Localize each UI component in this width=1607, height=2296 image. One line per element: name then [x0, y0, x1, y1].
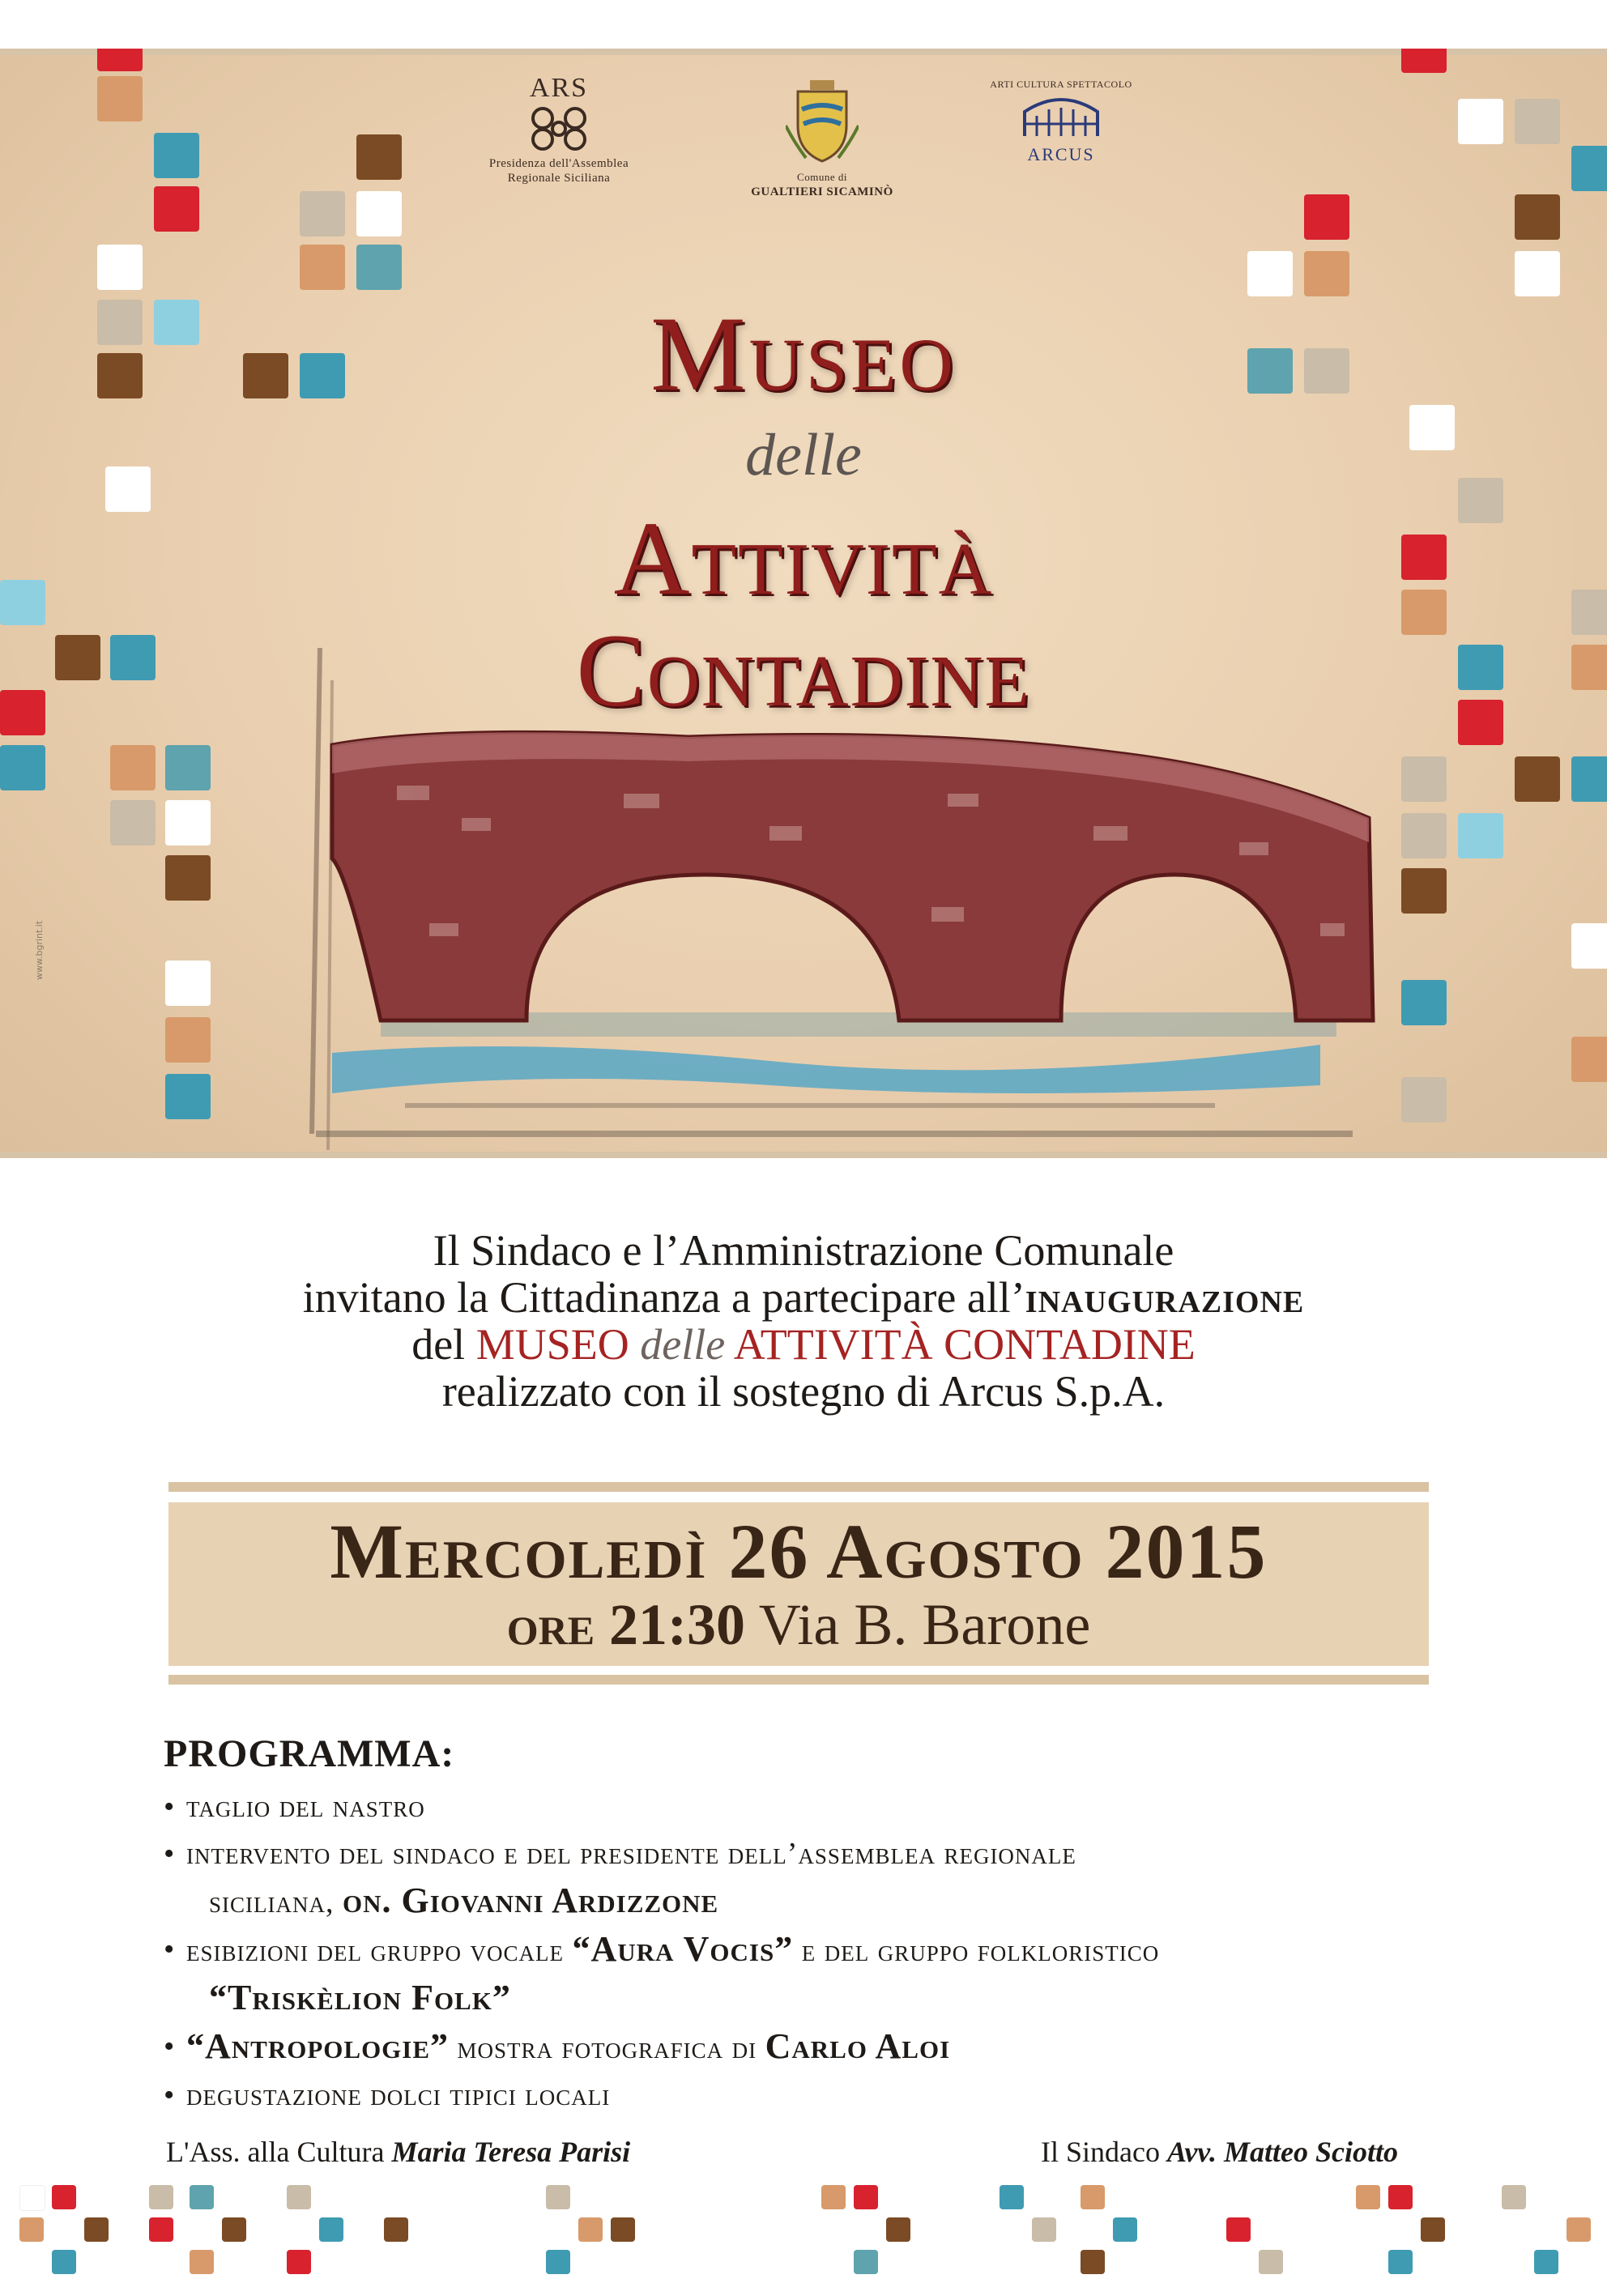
- invitation-line2-prefix: invitano la Cittadinanza a partecipare all’: [302, 1273, 1025, 1322]
- mosaic-tile: [97, 49, 143, 71]
- mosaic-tile: [154, 186, 199, 232]
- arcus-logo: [988, 77, 1134, 165]
- hero-bottom-gap: [0, 1158, 1607, 1186]
- ars-emblem-icon: [526, 104, 591, 152]
- mosaic-tile: [356, 134, 402, 180]
- programma-item: [164, 2023, 1460, 2072]
- mosaic-tile: [1515, 251, 1560, 296]
- mosaic-tile: [165, 855, 211, 901]
- invitation-line3: [0, 1321, 1607, 1368]
- mosaic-tile: [1081, 2250, 1105, 2274]
- mosaic-tile: [300, 245, 345, 290]
- mosaic-tile: [154, 133, 199, 178]
- programma-item4-c: Carlo Aloi: [765, 2026, 951, 2066]
- mosaic-tile: [319, 2217, 343, 2242]
- mosaic-tile: [190, 2185, 214, 2209]
- signature-left-prefix: L'Ass. alla Cultura: [166, 2136, 385, 2168]
- mosaic-tile: [300, 191, 345, 236]
- arcus-arc-text: ARTI CULTURA SPETTACOLO: [990, 79, 1132, 90]
- mosaic-tile: [1571, 923, 1607, 969]
- mosaic-tile: [1421, 2217, 1445, 2242]
- comune-coat-of-arms-icon: [786, 77, 859, 166]
- mosaic-tile: [222, 2217, 246, 2242]
- mosaic-tile: [546, 2250, 570, 2274]
- programma-item2-b: siciliana,: [209, 1885, 335, 1919]
- comune-caption-line2: GUALTIERI SICAMINÒ: [751, 185, 893, 198]
- mosaic-tile: [1388, 2250, 1413, 2274]
- mosaic-tile: [1247, 251, 1293, 296]
- title-attivita: Attività: [613, 501, 994, 617]
- mosaic-tile: [1304, 194, 1349, 240]
- event-time-place: [168, 1591, 1429, 1659]
- mosaic-tile: [356, 245, 402, 290]
- title-museo: Museo: [650, 294, 957, 413]
- mosaic-tile: [1401, 49, 1447, 73]
- event-time: 21:30: [609, 1592, 746, 1657]
- programma-item-continued: [164, 1974, 1460, 2023]
- title-contadine: Contadine: [576, 613, 1031, 728]
- bottom-mosaic: [0, 2179, 1607, 2296]
- mosaic-tile: [190, 2250, 214, 2274]
- mosaic-tile: [110, 745, 156, 790]
- invitation-inaugurazione: inaugurazione: [1025, 1273, 1305, 1322]
- programma-item1: taglio del nastro: [186, 1790, 425, 1824]
- mosaic-tile: [1502, 2185, 1526, 2209]
- mosaic-tile: [854, 2250, 878, 2274]
- mosaic-tile: [1515, 99, 1560, 144]
- invitation-line1: Il Sindaco e l’Amministrazione Comunale: [433, 1226, 1174, 1275]
- mosaic-tile: [287, 2250, 311, 2274]
- mosaic-tile: [149, 2217, 173, 2242]
- mosaic-tile: [1401, 1077, 1447, 1122]
- title-delle: delle: [745, 422, 862, 488]
- mosaic-tile: [886, 2217, 910, 2242]
- side-credit: www.bgrint.it: [34, 920, 45, 980]
- date-box-top-rail: [168, 1482, 1429, 1492]
- event-time-label: ore: [506, 1592, 595, 1657]
- mosaic-tile: [1259, 2250, 1283, 2274]
- mosaic-tile: [1000, 2185, 1024, 2209]
- signature-left-name: Maria Teresa Parisi: [391, 2136, 631, 2168]
- signature-right-prefix: Il Sindaco: [1041, 2136, 1160, 2168]
- mosaic-tile: [19, 2217, 44, 2242]
- programma-item3-d: “Triskèlion Folk”: [209, 1978, 511, 2017]
- mosaic-tile: [1458, 99, 1503, 144]
- mosaic-tile: [149, 2185, 173, 2209]
- programma-item-continued: [164, 1877, 1460, 1926]
- mosaic-tile: [165, 745, 211, 790]
- programma-item3-c: e del gruppo folkloristico: [801, 1934, 1160, 1968]
- mosaic-tile: [1081, 2185, 1105, 2209]
- mosaic-tile: [1401, 980, 1447, 1025]
- mosaic-tile: [1515, 194, 1560, 240]
- mosaic-tile: [1401, 813, 1447, 858]
- invitation-museo: MUSEO: [475, 1320, 629, 1369]
- invitation-line2: [0, 1274, 1607, 1321]
- mosaic-tile: [52, 2185, 76, 2209]
- programma-item: [164, 2072, 1460, 2119]
- programma-item3-a: esibizioni del gruppo vocale: [186, 1934, 564, 1968]
- invitation-line4: realizzato con il sostegno di Arcus S.p.A.: [441, 1367, 1166, 1416]
- mosaic-tile: [384, 2217, 408, 2242]
- arcus-bridge-icon: [1021, 92, 1102, 140]
- mosaic-tile: [1356, 2185, 1380, 2209]
- mosaic-tile: [1226, 2217, 1251, 2242]
- programma-item2-c: on. Giovanni Ardizzone: [343, 1881, 719, 1920]
- mosaic-tile: [821, 2185, 846, 2209]
- programma-item5: degustazione dolci tipici locali: [186, 2078, 611, 2112]
- date-box-bottom-rail: [168, 1675, 1429, 1685]
- mosaic-tile: [1571, 1037, 1607, 1082]
- programma-item: [164, 1926, 1460, 1974]
- mosaic-tile: [1515, 756, 1560, 802]
- mosaic-tile: [1401, 756, 1447, 802]
- ars-mark: ARS: [529, 73, 589, 103]
- mosaic-tile: [84, 2217, 109, 2242]
- mosaic-tile: [854, 2185, 878, 2209]
- event-place: Via B. Barone: [758, 1592, 1091, 1657]
- arcus-name: ARCUS: [1027, 144, 1095, 164]
- signature-right-name: Avv. Matteo Sciotto: [1166, 2136, 1398, 2168]
- mosaic-tile: [546, 2185, 570, 2209]
- mosaic-tile: [1571, 756, 1607, 802]
- ars-caption-line2: Regionale Siciliana: [507, 172, 611, 185]
- top-white-strip: [0, 0, 1607, 49]
- mosaic-tile: [19, 2185, 45, 2211]
- hero-banner: [0, 49, 1607, 1158]
- mosaic-tile: [165, 1074, 211, 1119]
- mosaic-tile: [1401, 868, 1447, 914]
- bridge-illustration: [283, 632, 1385, 1158]
- mosaic-tile: [97, 245, 143, 290]
- mosaic-tile: [356, 191, 402, 236]
- event-date: Mercoledì 26 Agosto 2015: [330, 1508, 1268, 1595]
- mosaic-tile: [578, 2217, 603, 2242]
- mosaic-tile: [1571, 146, 1607, 191]
- hero-top-rule: [0, 49, 1607, 55]
- programma-item4-b: mostra fotografica di: [457, 2031, 757, 2065]
- ars-logo: [470, 73, 648, 185]
- mosaic-tile: [1534, 2250, 1558, 2274]
- programma-item3-b: “Aura Vocis”: [572, 1929, 794, 1969]
- mosaic-tile: [611, 2217, 635, 2242]
- programma-item4-a: “Antropologie”: [186, 2026, 450, 2066]
- mosaic-tile: [165, 800, 211, 846]
- mosaic-tile: [110, 800, 156, 846]
- invitation-line3-prefix: del: [411, 1320, 476, 1369]
- mosaic-tile: [1458, 813, 1503, 858]
- signature-right: [1041, 2135, 1398, 2169]
- programma-title: PROGRAMMA:: [164, 1732, 455, 1775]
- comune-caption-line1: Comune di: [797, 171, 847, 183]
- programma-item2-a: intervento del sindaco e del presidente dell’assemblea regionale: [186, 1837, 1076, 1871]
- mosaic-tile: [0, 745, 45, 790]
- programma-list: [164, 1783, 1460, 2119]
- mosaic-tile: [1113, 2217, 1137, 2242]
- invitation-attivita: ATTIVITÀ CONTADINE: [733, 1320, 1196, 1369]
- mosaic-tile: [165, 961, 211, 1006]
- mosaic-tile: [52, 2250, 76, 2274]
- event-date-box: [168, 1482, 1429, 1685]
- mosaic-tile: [97, 76, 143, 121]
- signature-left: [166, 2135, 630, 2169]
- programma-item: [164, 1830, 1460, 1877]
- mosaic-tile: [287, 2185, 311, 2209]
- comune-logo: [729, 77, 915, 199]
- mosaic-tile: [1032, 2217, 1056, 2242]
- invitation-text: [0, 1227, 1607, 1415]
- mosaic-tile: [1388, 2185, 1413, 2209]
- mosaic-tile: [1304, 251, 1349, 296]
- invitation-delle: delle: [640, 1320, 726, 1369]
- mosaic-tile: [165, 1017, 211, 1063]
- mosaic-tile: [1567, 2217, 1591, 2242]
- programma-item: [164, 1783, 1460, 1830]
- ars-caption-line1: Presidenza dell'Assemblea: [488, 157, 629, 170]
